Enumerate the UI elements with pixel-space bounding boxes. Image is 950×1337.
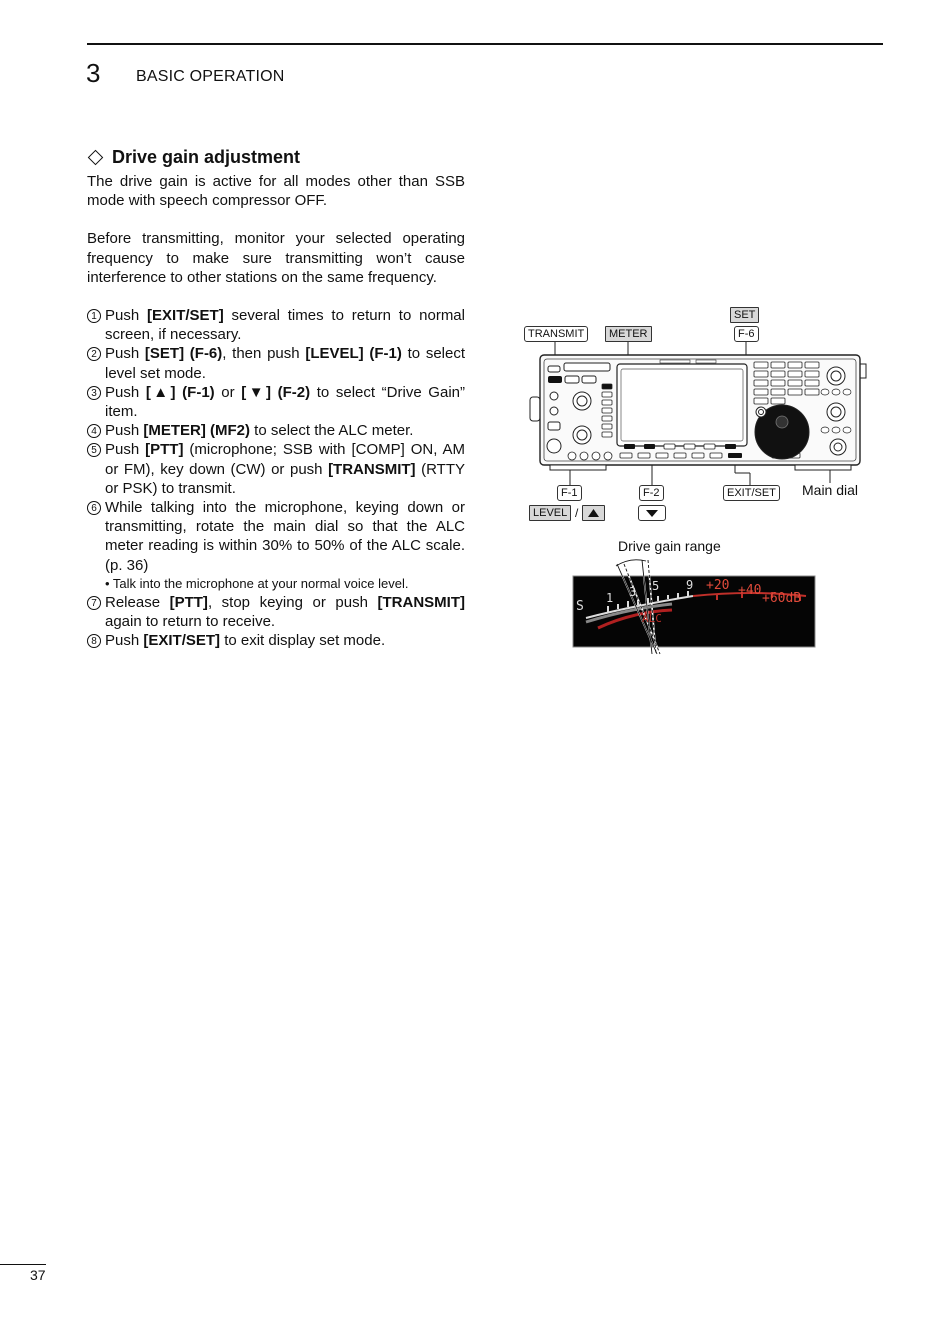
alc-meter — [572, 556, 818, 660]
step-item — [87, 498, 465, 575]
note-paragraph: Before transmitting, monitor your selected operating frequency to make sure transmitting won’t cause interference to other stations on the same frequency. — [87, 230, 465, 286]
section-title: Drive gain adjustment — [112, 147, 301, 167]
meter-1-mark: 1 — [606, 591, 614, 605]
instructions-column — [87, 146, 465, 650]
step-text: Push — [105, 441, 146, 459]
step-text: , then push — [222, 345, 306, 363]
step-key-text: [EXIT/SET] — [147, 307, 224, 325]
meter-plus60-mark: +60dB — [762, 591, 802, 606]
step-text: Push — [105, 307, 148, 325]
meter-plus40-mark: +40 — [738, 583, 762, 598]
step-text: to select “Drive Gain” item. — [105, 383, 465, 421]
step-number-icon: 2 — [87, 347, 101, 361]
chapter-title: BASIC OPERATION — [136, 68, 285, 85]
f6-label: F-6 — [734, 326, 759, 342]
step-item — [87, 631, 465, 650]
step-item — [87, 440, 465, 498]
down-triangle-icon — [639, 506, 665, 520]
transmit-label: TRANSMIT — [524, 326, 588, 342]
level-label: LEVEL — [529, 505, 571, 521]
down-arrow-key — [638, 505, 666, 521]
header-rule — [87, 43, 883, 45]
step-number-icon: 6 — [87, 501, 101, 515]
chapter-number: 3 — [86, 58, 101, 88]
meter-9-mark: 9 — [686, 578, 694, 592]
meter-s-mark: S — [576, 599, 584, 614]
steps-list — [87, 306, 465, 650]
footer-rule — [0, 1264, 46, 1265]
step-key-text: [PTT] — [169, 593, 208, 611]
step-text: Push — [105, 422, 144, 440]
step-text: , stop keying or push — [207, 593, 378, 611]
step-text: to exit display set mode. — [220, 632, 386, 650]
intro-paragraph: The drive gain is active for all modes other than SSB mode with speech compressor OFF. — [87, 173, 465, 210]
step-key-text: [TRANSMIT] — [328, 460, 416, 478]
f1-label: F-1 — [557, 485, 582, 501]
step-key-text: [PTT] — [145, 441, 184, 459]
step-text: (microphone; SSB with [COMP] ON, AM or FM), key down (CW) or push — [105, 441, 465, 478]
step-item — [87, 344, 465, 382]
step-text: several times to return to normal screen, if necessary. — [105, 307, 465, 344]
meter-label: METER — [605, 326, 652, 342]
f2-label: F-2 — [639, 485, 664, 501]
step-item — [87, 593, 465, 631]
step-subnote: • Talk into the microphone at your normal voice level. — [105, 575, 409, 591]
section-heading — [87, 146, 465, 168]
step-number-icon: 4 — [87, 424, 101, 438]
step-number-icon: 8 — [87, 634, 101, 648]
step-item — [87, 383, 465, 421]
step-text: Push — [105, 383, 146, 401]
diamond-bullet-icon — [88, 149, 104, 165]
step-text: to select level set mode. — [105, 345, 465, 382]
step-number-icon: 1 — [87, 309, 101, 323]
step-text: While talking into the microphone, keying down or transmitting, rotate the main dial so that the ALC meter reading is within 30% to 50% of the ALC scale. (p. 36) — [105, 499, 465, 574]
slash-separator: / — [575, 506, 579, 520]
meter-5-mark: 5 — [652, 579, 660, 593]
step-key-text: [▼] (F-2) — [241, 383, 311, 401]
step-text: again to return to receive. — [105, 613, 276, 631]
step-key-text: [TRANSMIT] — [377, 593, 465, 611]
step-number-icon: 3 — [87, 386, 101, 400]
step-text: (RTTY or PSK) to transmit. — [105, 460, 465, 497]
step-item — [87, 306, 465, 344]
up-arrow-key — [582, 505, 605, 521]
step-text: Push — [105, 632, 144, 650]
drive-gain-range-label: Drive gain range — [618, 538, 721, 554]
step-key-text: [SET] (F-6) — [144, 345, 223, 363]
step-key-text: [▲] (F-1) — [145, 383, 215, 401]
step-text: Release — [105, 593, 170, 611]
up-triangle-icon — [583, 506, 604, 520]
step-key-text: [LEVEL] (F-1) — [305, 345, 402, 363]
alc-meter-drawing — [572, 556, 818, 660]
exitset-label: EXIT/SET — [723, 485, 780, 501]
step-text: to select the ALC meter. — [250, 422, 414, 440]
step-key-text: [EXIT/SET] — [143, 632, 221, 650]
meter-alc-mark: ALC — [642, 612, 662, 625]
main-dial-label: Main dial — [802, 482, 859, 498]
step-item — [87, 421, 465, 440]
step-number-icon: 7 — [87, 596, 101, 610]
meter-plus20-mark: +20 — [706, 578, 730, 593]
meter-3-mark: 3 — [629, 585, 637, 599]
step-number-icon: 5 — [87, 443, 101, 457]
step-text: or — [214, 383, 242, 401]
page-number: 37 — [30, 1267, 46, 1283]
set-label: SET — [730, 307, 759, 323]
step-key-text: [METER] (MF2) — [143, 422, 251, 440]
step-text: Push — [105, 345, 145, 363]
transceiver-diagram — [520, 300, 880, 530]
